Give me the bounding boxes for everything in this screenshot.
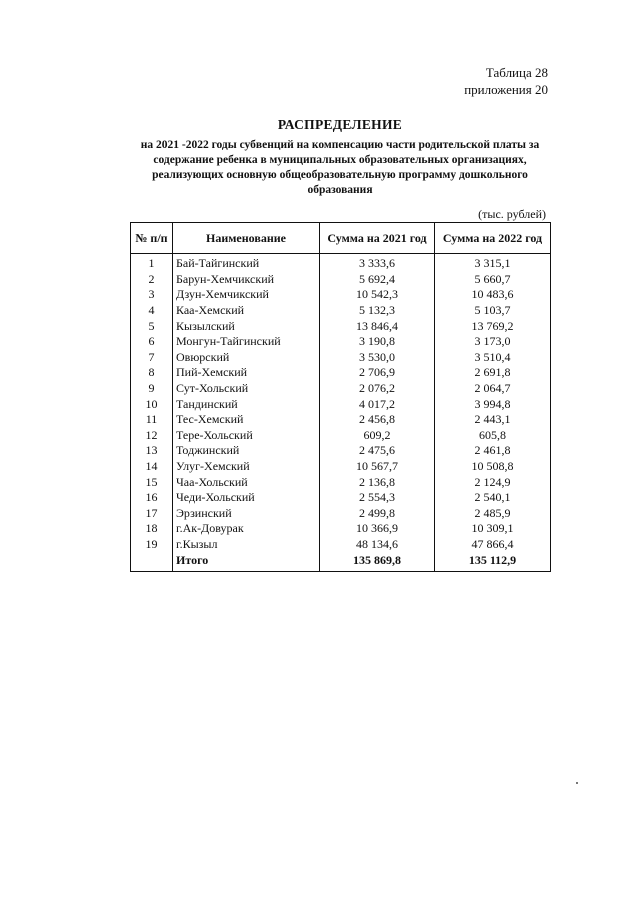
total-label: Итого <box>173 552 320 571</box>
table-row <box>131 287 551 303</box>
sum-2022: 3 315,1 <box>435 254 551 272</box>
district-name: Пий-Хемский <box>173 365 320 381</box>
district-name: Чаа-Хольский <box>173 474 320 490</box>
district-name: Бай-Тайгинский <box>173 254 320 272</box>
column-header-sum-2022: Сумма на 2022 год <box>435 223 551 254</box>
table-row <box>131 318 551 334</box>
sum-2022: 2 540,1 <box>435 490 551 506</box>
row-number: 18 <box>131 521 173 537</box>
district-name: Кызылский <box>173 318 320 334</box>
district-name: Монгун-Тайгинский <box>173 334 320 350</box>
row-number: 3 <box>131 287 173 303</box>
table-row <box>131 365 551 381</box>
sum-2022: 10 309,1 <box>435 521 551 537</box>
table-total-row <box>131 552 551 571</box>
district-name: Эрзинский <box>173 506 320 522</box>
annex-table-number: Таблица 28 <box>485 65 548 80</box>
row-number: 10 <box>131 396 173 412</box>
subtitle-line: на 2021 -2022 годы субвенций на компенсацию части родительской платы за <box>140 139 540 151</box>
sum-2022: 2 461,8 <box>435 443 551 459</box>
sum-2021: 10 542,3 <box>320 287 435 303</box>
sum-2021: 3 190,8 <box>320 334 435 350</box>
scan-speck <box>576 782 578 784</box>
table-row <box>131 474 551 490</box>
sum-2022: 2 064,7 <box>435 381 551 397</box>
sum-2022: 3 994,8 <box>435 396 551 412</box>
district-name: Чеди-Хольский <box>173 490 320 506</box>
sum-2021: 609,2 <box>320 428 435 444</box>
sum-2021: 4 017,2 <box>320 396 435 412</box>
subtitle-line: образования <box>307 184 373 196</box>
sum-2021: 5 132,3 <box>320 303 435 319</box>
sum-2022: 13 769,2 <box>435 318 551 334</box>
table-row <box>131 334 551 350</box>
sum-2022: 2 124,9 <box>435 474 551 490</box>
column-header-name: Наименование <box>173 223 320 254</box>
row-number: 12 <box>131 428 173 444</box>
table-row <box>131 254 551 272</box>
table-header-row <box>131 223 551 254</box>
sum-2022: 3 510,4 <box>435 350 551 366</box>
sum-2022: 2 443,1 <box>435 412 551 428</box>
row-number: 9 <box>131 381 173 397</box>
table-row <box>131 412 551 428</box>
row-number: 8 <box>131 365 173 381</box>
district-name: г.Кызыл <box>173 537 320 553</box>
sum-2022: 605,8 <box>435 428 551 444</box>
distribution-table <box>130 222 551 572</box>
total-sum-2022: 135 112,9 <box>435 552 551 571</box>
sum-2021: 2 499,8 <box>320 506 435 522</box>
column-header-sum-2021: Сумма на 2021 год <box>320 223 435 254</box>
sum-2022: 5 103,7 <box>435 303 551 319</box>
table-row <box>131 350 551 366</box>
sum-2021: 2 076,2 <box>320 381 435 397</box>
table-row <box>131 272 551 288</box>
district-name: г.Ак-Довурак <box>173 521 320 537</box>
district-name: Каа-Хемский <box>173 303 320 319</box>
sum-2022: 3 173,0 <box>435 334 551 350</box>
sum-2021: 5 692,4 <box>320 272 435 288</box>
sum-2022: 2 691,8 <box>435 365 551 381</box>
sum-2021: 2 456,8 <box>320 412 435 428</box>
sum-2021: 2 475,6 <box>320 443 435 459</box>
row-number: 4 <box>131 303 173 319</box>
subtitle-line: реализующих основную общеобразовательную программу дошкольного <box>152 169 528 181</box>
row-number: 13 <box>131 443 173 459</box>
row-number: 1 <box>131 254 173 272</box>
row-number: 17 <box>131 506 173 522</box>
table-row <box>131 428 551 444</box>
sum-2021: 2 706,9 <box>320 365 435 381</box>
district-name: Сут-Хольский <box>173 381 320 397</box>
document-heading <box>130 116 550 198</box>
sum-2022: 2 485,9 <box>435 506 551 522</box>
row-number: 15 <box>131 474 173 490</box>
row-number: 7 <box>131 350 173 366</box>
district-name: Тес-Хемский <box>173 412 320 428</box>
sum-2021: 2 136,8 <box>320 474 435 490</box>
table-row <box>131 506 551 522</box>
annex-appendix-number: приложения 20 <box>464 82 548 97</box>
subtitle-line: содержание ребенка в муниципальных образовательных организациях, <box>153 154 527 166</box>
sum-2021: 3 333,6 <box>320 254 435 272</box>
sum-2021: 2 554,3 <box>320 490 435 506</box>
sum-2021: 10 567,7 <box>320 459 435 475</box>
sum-2022: 5 660,7 <box>435 272 551 288</box>
district-name: Улуг-Хемский <box>173 459 320 475</box>
district-name: Тоджинский <box>173 443 320 459</box>
row-number: 2 <box>131 272 173 288</box>
table-row <box>131 396 551 412</box>
sum-2022: 10 483,6 <box>435 287 551 303</box>
district-name: Барун-Хемчикский <box>173 272 320 288</box>
sum-2021: 13 846,4 <box>320 318 435 334</box>
page-subtitle <box>130 138 550 198</box>
total-number-cell <box>131 552 173 571</box>
unit-label: (тыс. рублей) <box>478 207 546 221</box>
table-row <box>131 537 551 553</box>
total-sum-2021: 135 869,8 <box>320 552 435 571</box>
table-annex-reference <box>464 64 548 98</box>
sum-2022: 47 866,4 <box>435 537 551 553</box>
table-row <box>131 521 551 537</box>
table-row <box>131 490 551 506</box>
row-number: 16 <box>131 490 173 506</box>
table-row <box>131 459 551 475</box>
sum-2021: 10 366,9 <box>320 521 435 537</box>
sum-2022: 10 508,8 <box>435 459 551 475</box>
row-number: 6 <box>131 334 173 350</box>
row-number: 14 <box>131 459 173 475</box>
row-number: 5 <box>131 318 173 334</box>
district-name: Тандинский <box>173 396 320 412</box>
district-name: Дзун-Хемчикский <box>173 287 320 303</box>
column-header-number: № п/п <box>131 223 173 254</box>
page-title: РАСПРЕДЕЛЕНИЕ <box>277 117 403 132</box>
table-row <box>131 303 551 319</box>
row-number: 19 <box>131 537 173 553</box>
row-number: 11 <box>131 412 173 428</box>
district-name: Тере-Хольский <box>173 428 320 444</box>
table-row <box>131 381 551 397</box>
district-name: Овюрский <box>173 350 320 366</box>
table-row <box>131 443 551 459</box>
sum-2021: 3 530,0 <box>320 350 435 366</box>
sum-2021: 48 134,6 <box>320 537 435 553</box>
